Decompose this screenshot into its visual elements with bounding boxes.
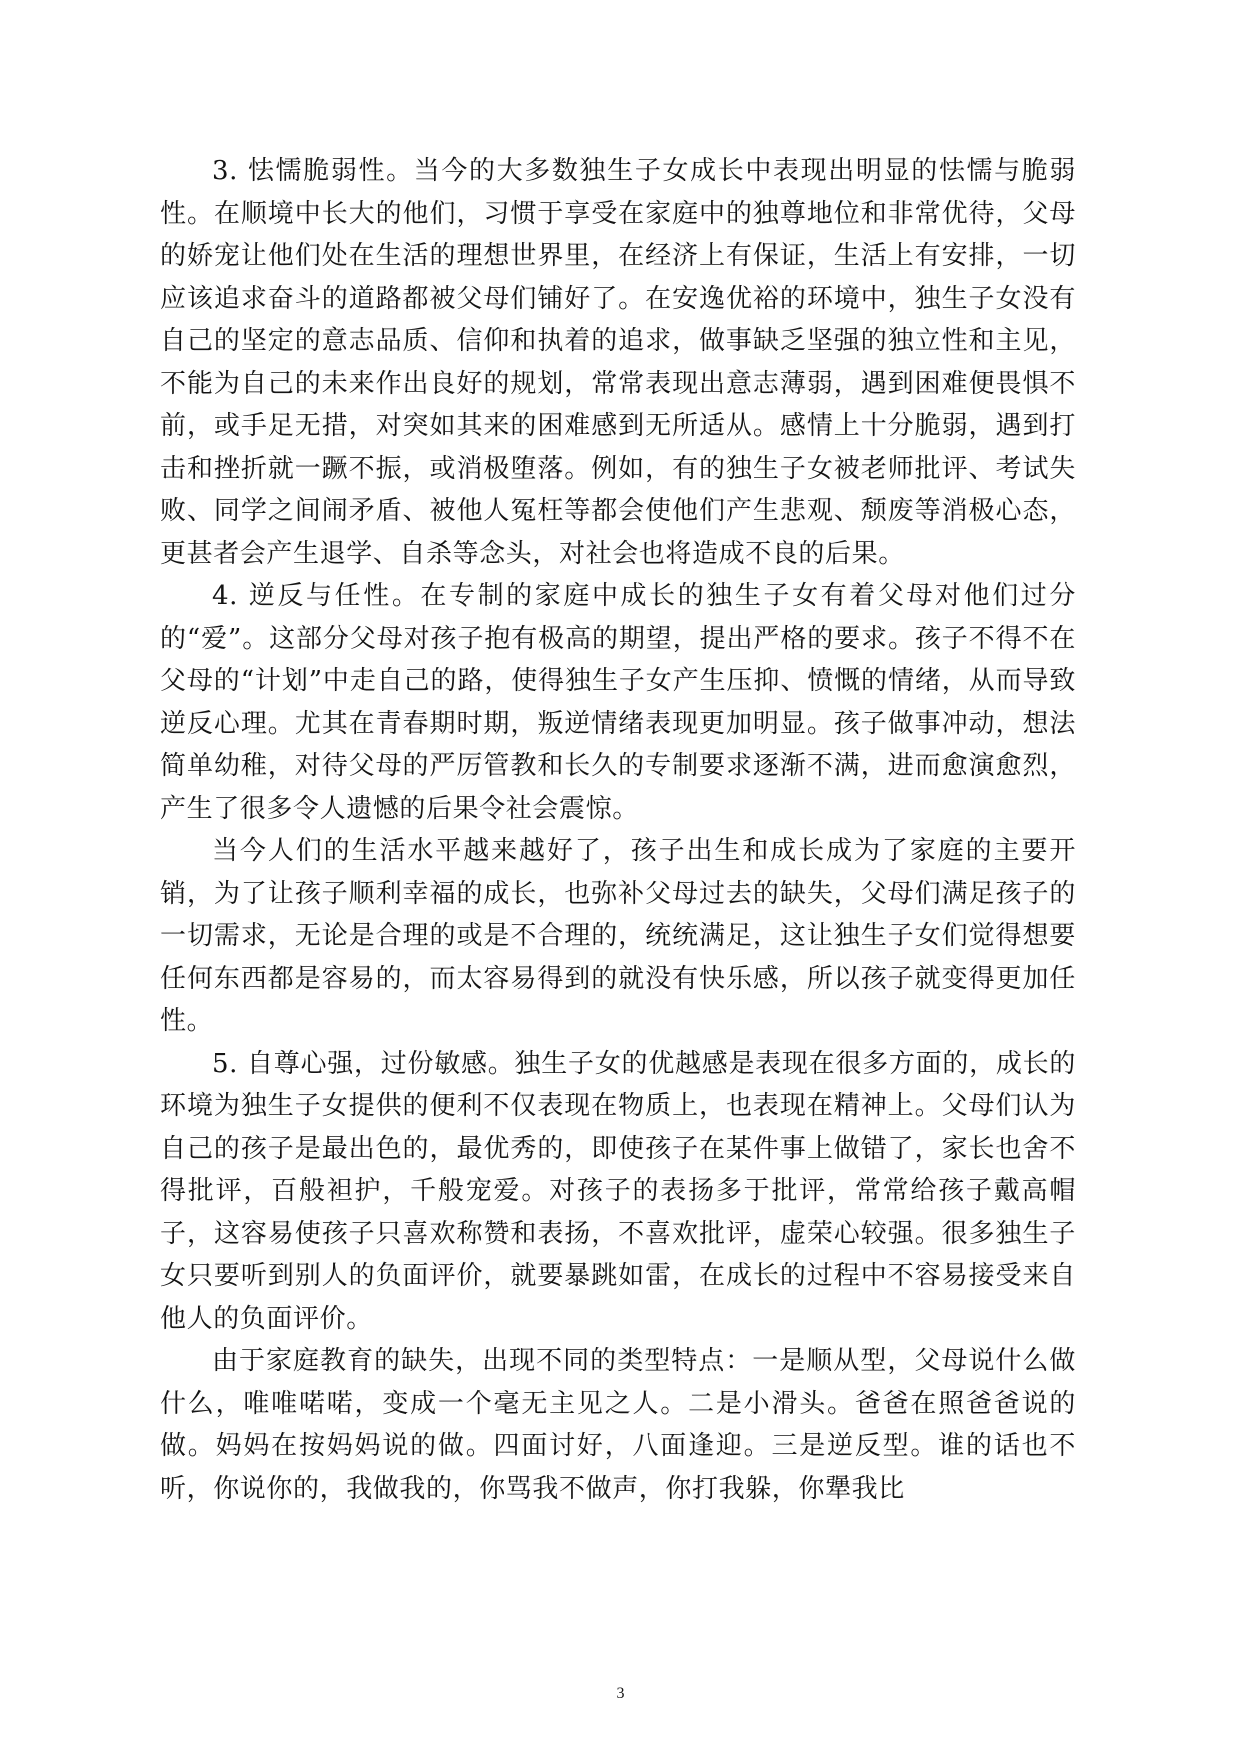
body-text	[160, 150, 1076, 1510]
page-number: 3	[616, 1685, 625, 1702]
paragraph-rebellion-willfulness: 4. 逆反与任性。在专制的家庭中成长的独生子女有着父母对他们过分的“爱”。这部分父母对孩子抱有极高的期望，提出严格的要求。孩子不得不在父母的“计划”中走自己的路，使得独生子女产生压抑、愤慨的情绪，从而导致逆反心理。尤其在青春期时期，叛逆情绪表现更加明显。孩子做事冲动，想法简单幼稚，对待父母的严厉管教和长久的专制要求逐渐不满，进而愈演愈烈，产生了很多令人遗憾的后果令社会震惊。	[160, 581, 1076, 824]
paragraph-self-esteem-sensitivity: 5. 自尊心强，过份敏感。独生子女的优越感是表现在很多方面的，成长的环境为独生子女提供的便利不仅表现在物质上，也表现在精神上。父母们认为自己的孩子是最出色的，最优秀的，即使孩子在某件事上做错了，家长也舍不得批评，百般袒护，千般宠爱。对孩子的表扬多于批评，常常给孩子戴高帽子，这容易使孩子只喜欢称赞和表扬，不喜欢批评，虚荣心较强。很多独生子女只要听到别人的负面评价，就要暴跳如雷，在成长的过程中不容易接受来自他人的负面评价。	[160, 1048, 1076, 1334]
paragraph-family-education-types: 由于家庭教育的缺失，出现不同的类型特点：一是顺从型，父母说什么做什么，唯唯喏喏，变成一个毫无主见之人。二是小滑头。爸爸在照爸爸说的做。妈妈在按妈妈说的做。四面讨好，八面逢迎。三是逆反型。谁的话也不听，你说你的，我做我的，你骂我不做声，你打我躲，你犟我比	[160, 1346, 1076, 1504]
paragraph-living-standards: 当今人们的生活水平越来越好了，孩子出生和成长成为了家庭的主要开销，为了让孩子顺利幸福的成长，也弥补父母过去的缺失，父母们满足孩子的一切需求，无论是合理的或是不合理的，统统满足，这让独生子女们觉得想要任何东西都是容易的，而太容易得到的就没有快乐感，所以孩子就变得更加任性。	[160, 836, 1076, 1036]
paragraph-timidity-fragility: 3. 怯懦脆弱性。当今的大多数独生子女成长中表现出明显的怯懦与脆弱性。在顺境中长大的他们，习惯于享受在家庭中的独尊地位和非常优待，父母的娇宠让他们处在生活的理想世界里，在经济上有保证，生活上有安排，一切应该追求奋斗的道路都被父母们铺好了。在安逸优裕的环境中，独生子女没有自己的坚定的意志品质、信仰和执着的追求，做事缺乏坚强的独立性和主见，不能为自己的未来作出良好的规划，常常表现出意志薄弱，遇到困难便畏惧不前，或手足无措，对突如其来的困难感到无所适从。感情上十分脆弱，遇到打击和挫折就一蹶不振，或消极堕落。例如，有的独生子女被老师批评、考试失败、同学之间闹矛盾、被他人冤枉等都会使他们产生悲观、颓废等消极心态，更甚者会产生退学、自杀等念头，对社会也将造成不良的后果。	[160, 156, 1076, 569]
